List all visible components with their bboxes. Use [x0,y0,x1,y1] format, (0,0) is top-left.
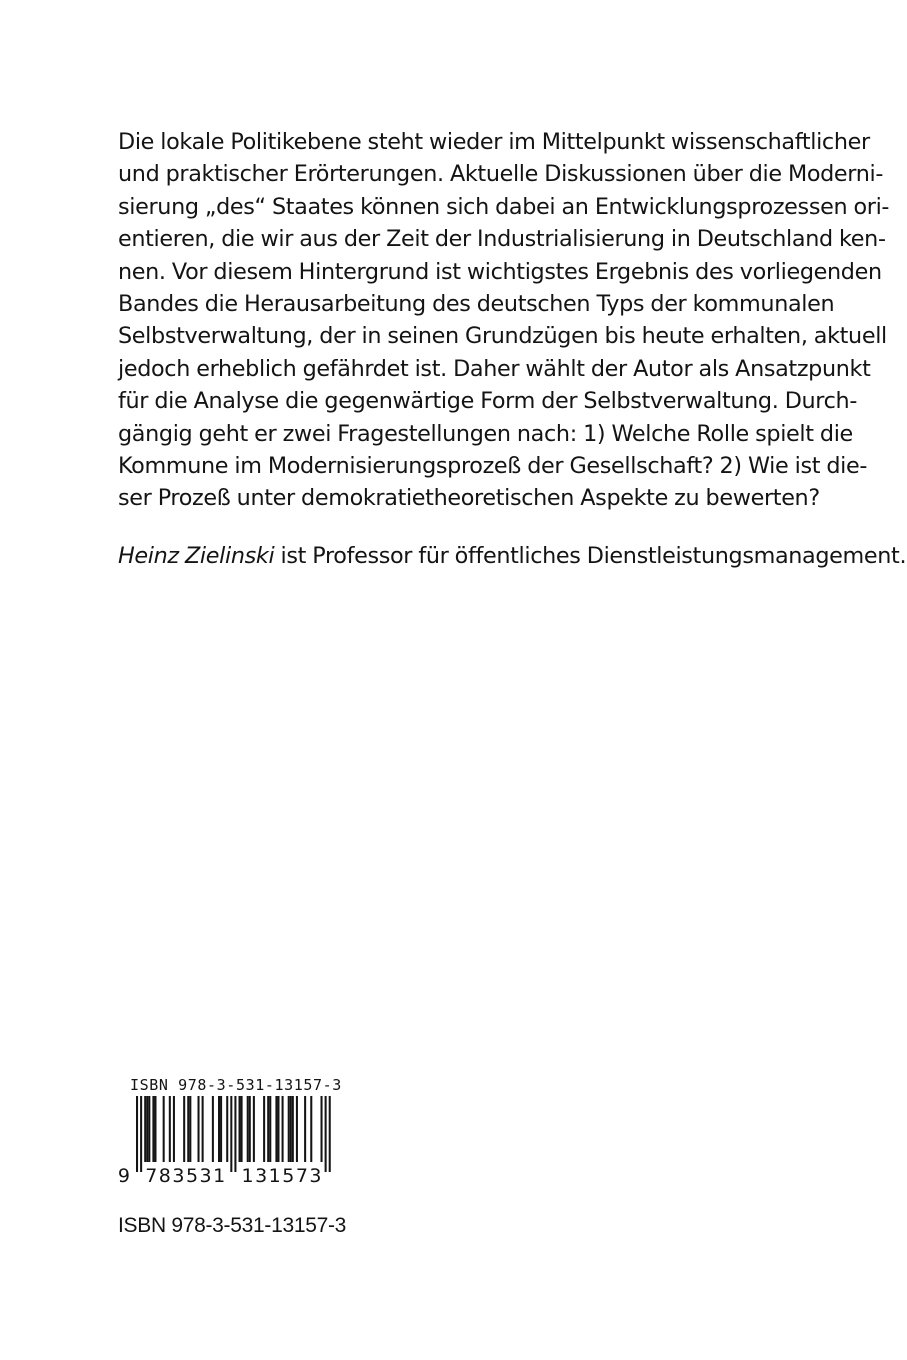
barcode-left-digits: 783531 [145,1165,226,1187]
barcode-bar [282,1096,284,1162]
blurb-line: entieren, die wir aus der Zeit der Industrialisierung in Deutschland ken- [118,226,886,253]
barcode-bar [275,1096,277,1162]
author-name: Heinz Zielinski [118,543,275,569]
barcode-bar [173,1096,175,1162]
barcode-bar [144,1096,146,1162]
barcode-bar [296,1096,298,1162]
barcode-bar [154,1096,156,1162]
blurb-line: und praktischer Erörterungen. Aktuelle Diskussionen über die Moderni- [118,161,884,188]
barcode-bar [226,1096,228,1162]
barcode-bar [321,1096,323,1162]
barcode-guard-bar [136,1096,138,1172]
blurb-line: gängig geht er zwei Fragestellungen nach: 1) Welche Rolle spielt die [118,420,853,447]
author-note [118,540,907,572]
blurb-line: für die Analyse die gegenwärtige Form der Selbstverwaltung. Durch- [118,388,858,415]
blurb-line: sierung „des“ Staates können sich dabei an Entwicklungsprozessen ori- [118,193,890,220]
blurb-line: Selbstverwaltung, der in seinen Grundzügen bis heute erhalten, aktuell [118,323,887,350]
blurb-line: Bandes die Herausarbeitung des deutschen Typs der kommunalen [118,291,835,318]
barcode-bar [241,1096,243,1162]
barcode-bar [249,1096,251,1162]
barcode-bar [263,1096,265,1162]
blurb-line: Kommune im Modernisierungsprozeß der Gesellschaft? 2) Wie ist die- [118,453,868,480]
blurb-line: nen. Vor diesem Hintergrund ist wichtigstes Ergebnis des vorliegenden [118,258,882,285]
barcode-bar [163,1096,165,1162]
blurb-line: jedoch erheblich gefährdet ist. Daher wählt der Autor als Ansatzpunkt [118,355,871,382]
barcode-bar [310,1096,312,1162]
barcode-bar [277,1096,279,1162]
barcode-isbn-label: ISBN 978-3-531-13157-3 [130,1076,342,1094]
blurb-text [118,126,890,515]
barcode-bar [269,1096,271,1162]
blurb-line: ser Prozeß unter demokratietheoretischen Aspekte zu bewerten? [118,485,820,512]
barcode-bar [187,1096,189,1162]
barcode-bar [148,1096,150,1162]
barcode-bar [202,1096,204,1162]
barcode-bar [146,1096,148,1162]
barcode-bar [247,1096,249,1162]
barcode-right-digits: 131573 [241,1165,322,1187]
isbn-label: ISBN 978-3-531-13157-3 [118,1214,347,1237]
barcode-bar [169,1096,171,1162]
barcode-guard-bar [140,1096,142,1172]
barcode-bar [239,1096,241,1162]
barcode-bar [267,1096,269,1162]
barcode-guard-bar [325,1096,327,1172]
barcode-guard-bar [329,1096,331,1172]
barcode-bar [198,1096,200,1162]
barcode-bar [212,1096,214,1162]
barcode-bar [152,1096,154,1162]
barcode-graphic [118,1096,368,1196]
barcode-guard-bar [230,1096,232,1172]
blurb-line: Die lokale Politikebene steht wieder im Mittelpunkt wissenschaftlicher [118,129,870,155]
barcode-bar [220,1096,222,1162]
barcode-first-digit: 9 [118,1165,130,1187]
barcode-bar [218,1096,220,1162]
barcode-guard-bar [234,1096,236,1172]
barcode-bar [183,1096,185,1162]
author-description: ist Professor für öffentliches Dienstleistungsmanagement. [274,543,907,569]
barcode-bar [288,1096,290,1162]
barcode-bar [292,1096,294,1162]
barcode-bar [253,1096,255,1162]
barcode-bar [304,1096,306,1162]
barcode-bar [189,1096,191,1162]
barcode-bar [290,1096,292,1162]
